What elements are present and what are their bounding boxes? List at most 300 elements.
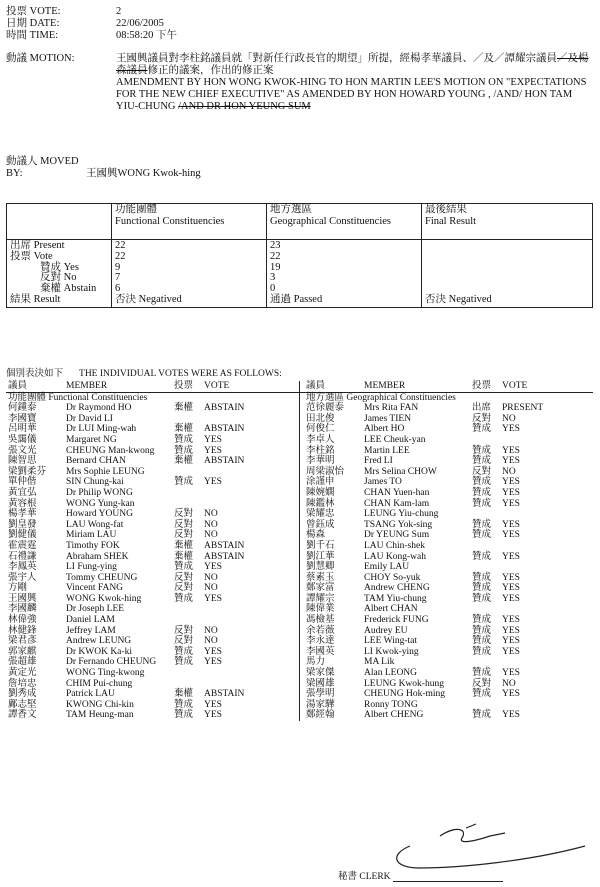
member-name: WONG Yung-kan	[66, 498, 135, 509]
vote-row	[6, 615, 299, 626]
vote-row	[6, 552, 299, 563]
vote-en	[204, 604, 264, 615]
time-label: 時間 TIME:	[6, 30, 59, 41]
vote-row	[6, 562, 299, 573]
vote-row	[6, 689, 299, 700]
vote-en	[502, 562, 552, 573]
member-name: CHEUNG Man-kwong	[66, 445, 155, 456]
member-name: KWONG Chi-kin	[66, 699, 134, 710]
member-name-zh: 鄺志堅	[8, 699, 37, 710]
member-name: Albert CHAN	[364, 604, 418, 615]
member-name-zh: 陳偉業	[306, 604, 335, 615]
vote-en: NO	[502, 678, 516, 689]
moved-by-value: 王國興WONG Kwok-hing	[86, 168, 201, 179]
member-name: LI Fung-ying	[66, 562, 117, 573]
vote-en: ABSTAIN	[204, 424, 245, 435]
member-name-zh: 李國寶	[8, 413, 37, 424]
vote-en: YES	[502, 551, 520, 562]
vote-zh	[174, 615, 204, 626]
vote-zh: 贊成	[472, 615, 492, 626]
member-name: Frederick FUNG	[364, 615, 429, 626]
vote-zh: 贊成	[472, 530, 492, 541]
vote-row	[6, 657, 299, 668]
vote-zh: 贊成	[472, 689, 492, 700]
vote-row	[6, 573, 299, 584]
motion-zh-part1: 王國興議員對李柱銘議員就「對新任行政長官的期望」所提，經楊孝華議員、／及／譚耀宗議員	[116, 53, 557, 64]
vote-row	[300, 604, 593, 615]
vote-row	[300, 657, 593, 668]
vote-zh: 贊成	[472, 424, 492, 435]
vote-zh	[174, 679, 204, 690]
vote-en: NO	[204, 509, 218, 520]
member-name: Dr Joseph LEE	[66, 604, 125, 615]
member-name: Dr YEUNG Sum	[364, 530, 430, 541]
vote-en: YES	[502, 424, 520, 435]
vote-en	[204, 615, 264, 626]
member-name-zh: 鄭家富	[306, 583, 335, 594]
vote-en: NO	[204, 636, 218, 647]
member-name-zh: 劉慧卿	[306, 562, 335, 573]
member-name: Dr Raymond HO	[66, 403, 132, 414]
vote-en: NO	[204, 530, 218, 541]
vote-zh	[472, 541, 502, 552]
member-name-zh: 曾鈺成	[306, 519, 335, 530]
member-name: Tommy CHEUNG	[66, 572, 138, 583]
vote-zh: 反對	[472, 678, 492, 689]
vote-zh: 贊成	[472, 668, 492, 679]
member-name-zh: 范徐麗泰	[306, 403, 345, 414]
votes-table	[6, 381, 593, 721]
vote-en	[502, 509, 552, 520]
member-name: Patrick LAU	[66, 689, 115, 700]
member-name: Vincent FANG	[66, 583, 124, 594]
vote-en: NO	[204, 519, 218, 530]
member-name: James TIEN	[364, 413, 412, 424]
vote-row	[300, 520, 593, 531]
member-name-zh: 鄭經翰	[306, 710, 335, 721]
vote-zh: 反對	[472, 466, 492, 477]
vote-en: YES	[204, 646, 222, 657]
vote-row	[6, 530, 299, 541]
vote-en: YES	[204, 445, 222, 456]
member-name-zh: 何鍾泰	[8, 403, 37, 414]
member-name: Dr Fernando CHEUNG	[66, 657, 157, 668]
member-name: CHIM Pui-chung	[66, 678, 133, 689]
member-name: Martin LEE	[364, 445, 410, 456]
vote-en: NO	[204, 583, 218, 594]
vote-en: YES	[502, 498, 520, 509]
vote-zh: 贊成	[174, 477, 194, 488]
vote-row	[300, 509, 593, 520]
vote-en: YES	[502, 636, 520, 647]
vote-en: YES	[204, 434, 222, 445]
vote-zh	[174, 467, 204, 478]
vote-zh	[472, 604, 502, 615]
member-name-zh: 石禮謙	[8, 551, 37, 562]
member-name: Dr KWOK Ka-ki	[66, 646, 132, 657]
vote-zh: 贊成	[174, 562, 194, 573]
vote-zh	[472, 657, 502, 668]
vote-zh: 贊成	[472, 477, 492, 488]
member-name-zh: 林偉強	[8, 615, 37, 626]
vote-row	[6, 594, 299, 605]
member-name-zh: 張超雄	[8, 657, 37, 668]
member-name: Alan LEONG	[364, 668, 418, 679]
member-name-zh: 譚耀宗	[306, 593, 335, 604]
vote-zh: 棄權	[174, 424, 194, 435]
motion-block	[6, 53, 596, 113]
vote-en: YES	[502, 615, 520, 626]
summary-functional-values: 22 22 9 7 6 否決 Negatived	[112, 240, 267, 308]
member-name: LAU Chin-shek	[364, 540, 425, 551]
summary-geographical-values: 23 22 19 3 0 通過 Passed	[267, 240, 422, 308]
vote-en: NO	[502, 466, 516, 477]
vote-zh	[174, 668, 204, 679]
motion-zh	[116, 53, 596, 77]
member-name-zh: 呂明華	[8, 424, 37, 435]
member-name: LEUNG Kwok-hung	[364, 678, 444, 689]
member-name: LAU Kong-wah	[364, 551, 427, 562]
motion-en-part1: AMENDMENT BY HON WONG KWOK-HING TO HON MARTIN LEE'S MOTION ON "EXPECTATIONS FOR THE NEW CHIEF EXECUTIVE" AS AMENDED BY HON HOWARD YOUNG , /AND/ HON TAM YIU-CHUNG	[116, 77, 587, 112]
member-name: James TO	[364, 477, 402, 488]
vote-zh: 反對	[174, 625, 194, 636]
vote-zh: 棄權	[174, 551, 194, 562]
vote-row	[300, 467, 593, 478]
vote-zh	[174, 414, 204, 425]
member-name-zh: 湯家驊	[306, 699, 335, 710]
vote-en: YES	[502, 445, 520, 456]
summary-final-values: 否決 Negatived	[422, 240, 593, 308]
member-name: Andrew CHENG	[364, 583, 430, 594]
clerk-signature	[380, 806, 595, 876]
vote-row	[6, 626, 299, 637]
vote-row	[6, 435, 299, 446]
vote-label: 投票 VOTE:	[6, 6, 61, 17]
member-name-zh: 蔡素玉	[306, 572, 335, 583]
vote-row	[6, 456, 299, 467]
vote-zh	[174, 604, 204, 615]
vote-zh: 贊成	[174, 434, 194, 445]
member-name-zh: 李卓人	[306, 434, 335, 445]
member-name-zh: 張學明	[306, 689, 335, 700]
vote-zh: 反對	[174, 636, 194, 647]
member-name-zh: 黃容根	[8, 498, 37, 509]
vote-zh	[472, 509, 502, 520]
vote-number: 2	[116, 6, 122, 17]
member-name: TAM Yiu-chung	[364, 593, 427, 604]
vote-en: ABSTAIN	[204, 540, 245, 551]
vote-row	[300, 689, 593, 700]
member-name-zh: 王國興	[8, 593, 37, 604]
vote-row	[6, 403, 299, 414]
member-name: Jeffrey LAM	[66, 625, 116, 636]
member-name: MA Lik	[364, 657, 395, 668]
time-value: 08:58:20 下午	[116, 30, 177, 41]
vote-row	[300, 435, 593, 446]
vote-row	[300, 668, 593, 679]
member-name-zh: 周梁淑怡	[306, 466, 345, 477]
clerk-line	[338, 868, 503, 882]
member-name-zh: 黃定光	[8, 668, 37, 679]
vote-en: YES	[502, 572, 520, 583]
vote-row	[300, 552, 593, 563]
member-name-zh: 田北俊	[306, 413, 335, 424]
vote-zh: 棄權	[174, 540, 194, 551]
vote-zh: 棄權	[174, 456, 194, 467]
vote-zh: 出席	[472, 403, 492, 414]
vote-en	[204, 679, 264, 690]
vote-zh: 贊成	[174, 657, 194, 668]
vote-en: ABSTAIN	[204, 551, 245, 562]
vote-en: YES	[204, 562, 222, 573]
member-name-zh: 劉皇發	[8, 519, 37, 530]
member-name: Albert CHENG	[364, 710, 424, 721]
member-name-zh: 譚香文	[8, 710, 37, 721]
vote-zh: 贊成	[472, 456, 492, 467]
member-name: Dr LUI Ming-wah	[66, 424, 137, 435]
moved-by-label: 動議人 MOVED BY:	[6, 156, 79, 179]
motion-label: 動議 MOTION:	[6, 53, 75, 64]
vote-zh: 贊成	[472, 710, 492, 721]
vote-zh: 反對	[174, 530, 194, 541]
member-name: Bernard CHAN	[66, 456, 126, 467]
member-name: Daniel LAM	[66, 615, 115, 626]
vote-zh: 贊成	[472, 445, 492, 456]
member-name: LEE Cheuk-yan	[364, 434, 426, 445]
vote-en: NO	[204, 572, 218, 583]
vote-zh: 贊成	[472, 636, 492, 647]
member-name: LEE Wing-tat	[364, 636, 417, 647]
vote-zh	[472, 562, 502, 573]
member-name-zh: 李永達	[306, 636, 335, 647]
member-name: LI Kwok-ying	[364, 646, 419, 657]
member-name-zh: 涂謹申	[306, 477, 335, 488]
vote-row	[300, 530, 593, 541]
vote-row	[300, 700, 593, 711]
vote-row	[300, 636, 593, 647]
vote-en: YES	[502, 646, 520, 657]
vote-zh: 贊成	[472, 593, 492, 604]
vote-zh	[174, 488, 204, 499]
member-name-zh: 李國麟	[8, 604, 37, 615]
vote-zh: 反對	[174, 572, 194, 583]
member-name-zh: 何俊仁	[306, 424, 335, 435]
vote-row	[300, 488, 593, 499]
clerk-signature-line	[393, 872, 503, 882]
member-name: Abraham SHEK	[66, 551, 129, 562]
member-name-zh: 陳鑑林	[306, 498, 335, 509]
vote-en: PRESENT	[502, 403, 544, 414]
vote-zh: 贊成	[472, 498, 492, 509]
votes-header: 議員 MEMBER 投票 VOTE	[300, 381, 593, 393]
vote-row	[6, 668, 299, 679]
summary-corner	[7, 204, 112, 240]
summary-row-labels: 出席 Present 投票 Vote 贊成 Yes 反對 No 棄權 Abstain 結果 Result	[7, 240, 112, 308]
vote-en: YES	[204, 477, 222, 488]
vote-row	[6, 499, 299, 510]
member-name-zh: 劉秀成	[8, 689, 37, 700]
vote-en: ABSTAIN	[204, 456, 245, 467]
member-name-zh: 馮檢基	[306, 615, 335, 626]
member-name-zh: 李柱銘	[306, 445, 335, 456]
summary-table	[6, 203, 593, 308]
vote-en: YES	[502, 668, 520, 679]
member-name: CHEUNG Hok-ming	[364, 689, 446, 700]
member-name: LAU Wong-fat	[66, 519, 124, 530]
member-name-zh: 楊森	[306, 530, 326, 541]
date-value: 22/06/2005	[116, 18, 164, 29]
vote-en	[502, 435, 552, 446]
member-name-zh: 霍震霆	[8, 540, 37, 551]
vote-row	[300, 499, 593, 510]
vote-zh	[174, 499, 204, 510]
vote-zh: 贊成	[472, 583, 492, 594]
vote-zh: 贊成	[472, 551, 492, 562]
vote-row	[300, 594, 593, 605]
vote-en: YES	[204, 593, 222, 604]
vote-row	[6, 647, 299, 658]
member-name: Mrs Selina CHOW	[364, 466, 437, 477]
vote-zh: 反對	[174, 583, 194, 594]
geographical-title: 地方選區 Geographical Constituencies	[306, 392, 456, 403]
member-name-zh: 郭家麒	[8, 646, 37, 657]
individual-votes-heading: 個別表決如下 THE INDIVIDUAL VOTES WERE AS FOLLOWS:	[6, 369, 282, 379]
vote-en	[204, 499, 264, 510]
vote-row	[6, 541, 299, 552]
member-name-zh: 方剛	[8, 583, 28, 594]
member-name-zh: 劉江華	[306, 551, 335, 562]
vote-row	[300, 710, 593, 721]
summary-header-final: 最後結果 Final Result	[422, 204, 593, 240]
member-name: TAM Heung-man	[66, 710, 134, 721]
member-name-zh: 梁劉柔芬	[8, 466, 47, 477]
vote-row	[6, 467, 299, 478]
member-name-zh: 張文光	[8, 445, 37, 456]
vote-row	[6, 477, 299, 488]
motion-zh-struck: ／及楊森議員	[116, 53, 589, 76]
moved-by	[6, 153, 201, 180]
member-name-zh: 林健鋒	[8, 625, 37, 636]
member-name: Emily LAU	[364, 562, 410, 573]
member-name: Ronny TONG	[364, 699, 418, 710]
vote-en: YES	[502, 477, 520, 488]
vote-row	[6, 636, 299, 647]
summary-header-geographical: 地方選區 Geographical Constituencies	[267, 204, 422, 240]
vote-en	[502, 700, 552, 711]
vote-row	[300, 583, 593, 594]
member-name: Mrs Rita FAN	[364, 403, 419, 414]
vote-row	[6, 520, 299, 531]
vote-row	[6, 446, 299, 457]
motion-text	[116, 53, 596, 113]
member-name: Timothy FOK	[66, 540, 120, 551]
vote-en	[204, 488, 264, 499]
vote-en	[204, 414, 264, 425]
vote-en: YES	[502, 487, 520, 498]
vote-en: YES	[502, 689, 520, 700]
summary-header-functional: 功能團體 Functional Constituencies	[112, 204, 267, 240]
member-name: WONG Ting-kwong	[66, 668, 145, 679]
member-name-zh: 李鳳英	[8, 562, 37, 573]
vote-zh: 反對	[472, 413, 492, 424]
member-name-zh: 梁國雄	[306, 678, 335, 689]
motion-en-struck: /AND DR HON YEUNG SUM	[178, 101, 311, 112]
vote-en: YES	[502, 519, 520, 530]
vote-row	[300, 541, 593, 552]
motion-zh-part2: 修正的議案，作出的修正案	[147, 65, 274, 76]
vote-zh: 贊成	[174, 593, 194, 604]
member-name: Margaret NG	[66, 434, 117, 445]
vote-row	[300, 403, 593, 414]
vote-zh: 贊成	[472, 625, 492, 636]
vote-row	[300, 573, 593, 584]
vote-zh: 贊成	[472, 519, 492, 530]
member-name: Fred LI	[364, 456, 393, 467]
vote-row	[300, 424, 593, 435]
vote-row	[300, 562, 593, 573]
member-name: LEUNG Yiu-chung	[364, 509, 439, 520]
vote-row	[300, 414, 593, 425]
vote-en	[204, 467, 264, 478]
vote-zh: 贊成	[472, 487, 492, 498]
votes-header: 議員 MEMBER 投票 VOTE	[6, 381, 299, 393]
member-name-zh: 單仲偕	[8, 477, 37, 488]
vote-en: ABSTAIN	[204, 403, 245, 414]
member-name-zh: 余若薇	[306, 625, 335, 636]
vote-zh: 棄權	[174, 403, 194, 414]
member-name-zh: 梁家傑	[306, 668, 335, 679]
vote-row	[6, 509, 299, 520]
member-name: Miriam LAU	[66, 530, 117, 541]
member-name-zh: 陳婉嫻	[306, 487, 335, 498]
vote-row	[6, 488, 299, 499]
vote-en: YES	[204, 657, 222, 668]
functional-column	[6, 381, 300, 721]
member-name: Dr Philip WONG	[66, 487, 133, 498]
member-name: TSANG Yok-sing	[364, 519, 433, 530]
vote-en: YES	[502, 625, 520, 636]
vote-zh: 贊成	[174, 445, 194, 456]
member-name: CHAN Yuen-han	[364, 487, 430, 498]
vote-zh: 贊成	[174, 699, 194, 710]
member-name: Audrey EU	[364, 625, 408, 636]
member-name-zh: 李國英	[306, 646, 335, 657]
vote-en	[502, 604, 552, 615]
vote-en: NO	[502, 413, 516, 424]
member-name: Albert HO	[364, 424, 405, 435]
geographical-column	[300, 381, 593, 721]
member-name-zh: 劉千石	[306, 540, 335, 551]
member-name-zh: 梁君彥	[8, 636, 37, 647]
vote-zh	[472, 435, 502, 446]
header-block	[6, 6, 177, 42]
vote-row	[6, 604, 299, 615]
member-name: Mrs Sophie LEUNG	[66, 466, 145, 477]
vote-en: YES	[204, 710, 222, 721]
clerk-label: 秘書 CLERK	[338, 872, 391, 882]
member-name: CHAN Kam-lam	[364, 498, 430, 509]
vote-row	[6, 424, 299, 435]
vote-row	[300, 679, 593, 690]
vote-en	[502, 657, 552, 668]
vote-row	[6, 700, 299, 711]
date-label: 日期 DATE:	[6, 18, 60, 29]
member-name-zh: 劉健儀	[8, 530, 37, 541]
vote-row	[300, 615, 593, 626]
vote-en: NO	[204, 625, 218, 636]
vote-zh: 贊成	[174, 646, 194, 657]
vote-en: YES	[502, 593, 520, 604]
